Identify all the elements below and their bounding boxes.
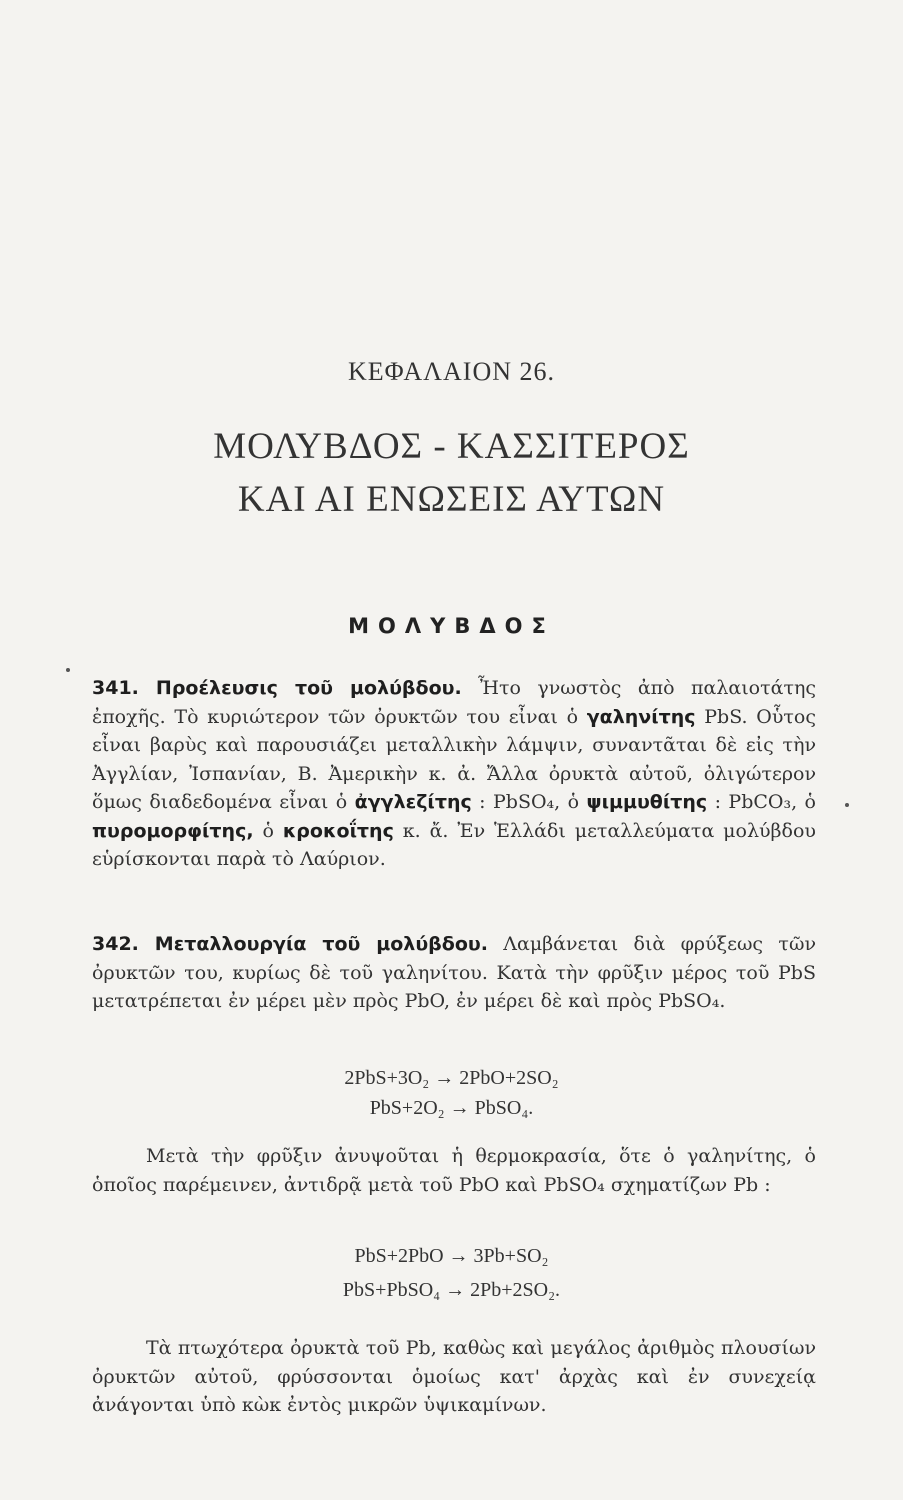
equation-1: 2PbS+3O₂ → 2PbO+2SO₂ [344,1067,559,1089]
chapter-title-line-1: ΜΟΛΥΒΔΟΣ - ΚΑΣΣΙΤΕΡΟΣ [213,426,690,467]
paragraph-341-heading: 341. Προέλευσις τοῦ μολύβδου. [92,677,462,699]
mineral-term: κροκοΐτης [282,819,394,842]
paragraph-342 [92,930,816,1016]
text-run: κ. ἄ. Ἐν Ἑλλάδι μεταλλεύματα μολύβδου εὑρίσκονται παρὰ τὸ Λαύριον. [92,819,816,870]
mineral-term: ψιμμυθίτης [586,791,708,813]
stray-dot-mark [66,668,70,672]
mineral-term: γαληνίτης [586,705,696,728]
stray-dot-mark [845,803,849,807]
paragraph-342-heading: 342. Μεταλλουργία τοῦ μολύβδου. [92,933,488,955]
text-run: : PbSO₄, ὁ [471,791,587,813]
text-run: ὁ [253,819,283,842]
section-heading: ΜΟΛΥΒΔΟΣ [348,614,555,638]
text-run: : PbCO₃, ὁ [707,791,816,813]
paragraph-poor-ores: Τὰ πτωχότερα ὀρυκτὰ τοῦ Pb, καθὼς καὶ μεγάλος ἀριθμὸς πλουσίων ὀρυκτῶν αὐτοῦ, φρύσσονται ὁμοίως κατ' ἀρχὰς καὶ ἐν συνεχείᾳ ἀνάγονται ὑπὸ κὼκ ἐντὸς μικρῶν ὑψικαμίνων. [92,1337,816,1416]
paragraph-heating: Μετὰ τὴν φρῦξιν ἀνυψοῦται ἡ θερμοκρασία, ὅτε ὁ γαληνίτης, ὁ ὁποῖος παρέμεινεν, ἀντιδρᾷ μετὰ τοῦ PbO καὶ PbSO₄ σχηματίζων Pb : [92,1145,816,1196]
chapter-label: ΚΕΦΑΛΑΙΟΝ 26. [347,357,556,386]
paragraph-341 [92,674,816,874]
equation-4: PbS+PbSO₄ → 2Pb+2SO₂. [342,1279,561,1301]
chapter-title-line-2: ΚΑΙ ΑΙ ΕΝΩΣΕΙΣ ΑΥΤΩΝ [237,479,666,520]
text-run: PbS. Οὗτος εἶναι βαρὺς καὶ παρουσιάζει μεταλλικὴν λάμψιν, συναντᾶται δὲ εἰς τὴν Ἀγγλίαν, Ἰσπανίαν, Β. Ἀμερικὴν κ. ἀ. Ἄλλα ὀρυκτὰ αὐτοῦ, ὀλιγώτερον ὅμως διαδεδομένα εἶναι ὁ [92,705,817,813]
equation-3: PbS+2PbO → 3Pb+SO₂ [354,1245,549,1267]
text-run: Λαμβάνεται διὰ φρύξεως τῶν ὀρυκτῶν του, κυρίως δὲ τοῦ γαληνίτου. Κατὰ τὴν φρῦξιν μέρος τοῦ PbS μετατρέπεται ἐν μέρει μὲν πρὸς PbO, ἐν μέρει δὲ καὶ πρὸς PbSO₄. [92,933,816,1012]
equation-2: PbS+2O₂ → PbSO₄. [369,1097,534,1119]
text-run: Ἦτο γνωστὸς ἀπὸ παλαιοτάτης ἐποχῆς. Τὸ κυριώτερον τῶν ὀρυκτῶν του εἶναι ὁ [92,677,816,728]
mineral-term: ἀγγλεζίτης [354,791,472,813]
mineral-term: πυρομορφίτης, [92,819,254,842]
